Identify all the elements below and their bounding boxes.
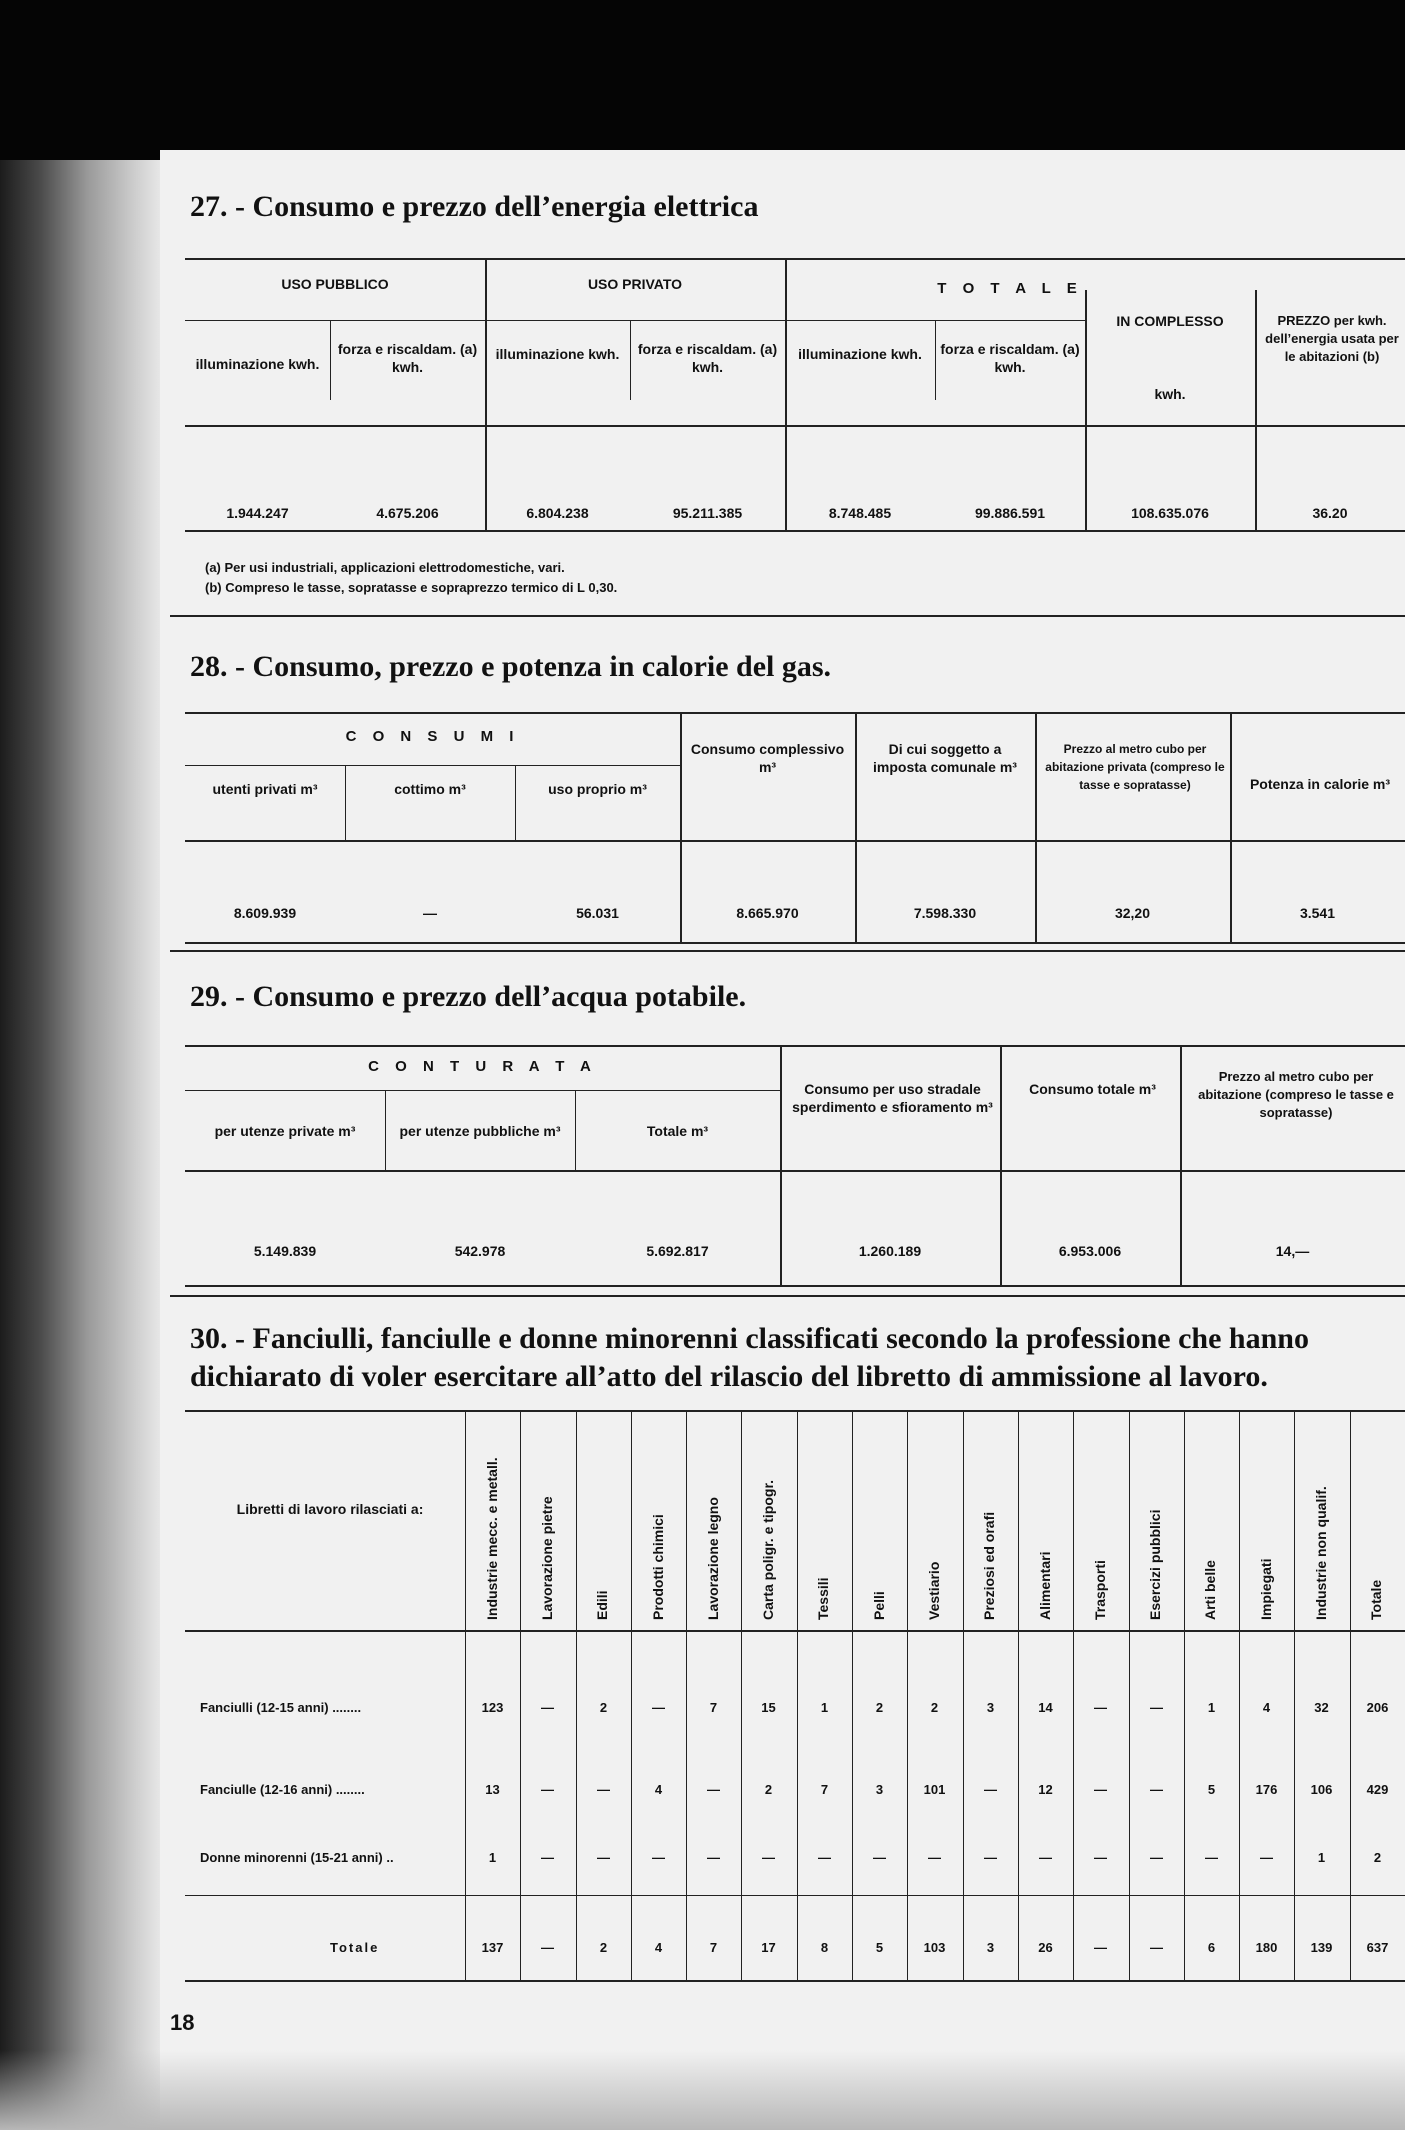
t30-column-divider (1073, 1410, 1074, 1980)
t30-cell: 32 (1314, 1700, 1329, 1715)
t30-cell: — (707, 1782, 720, 1797)
t30-column-header: Trasporti (1092, 1560, 1108, 1620)
t30-cell: 7 (820, 1782, 829, 1797)
t27-value: 95.211.385 (672, 505, 743, 521)
t27-top-rule (185, 258, 1405, 260)
t30-cell: 1 (820, 1700, 829, 1715)
t29-col-header: per utenze pubbliche m³ (399, 1123, 561, 1139)
t30-cell: 206 (1366, 1700, 1389, 1715)
section-separator (170, 1295, 1405, 1297)
t29-value: 6.953.006 (1058, 1243, 1122, 1259)
t30-cell: 137 (481, 1940, 504, 1955)
scan-bottom-shadow (0, 2050, 1405, 2130)
t28-value: 8.665.970 (736, 905, 799, 921)
t30-cell: — (1150, 1700, 1163, 1715)
t30-cell: — (762, 1850, 775, 1865)
t30-cell: 2 (1373, 1850, 1382, 1865)
t30-column-header: Lavorazione legno (705, 1497, 721, 1620)
t30-column-header: Alimentari (1037, 1551, 1053, 1620)
t30-column-header: Prodotti chimici (650, 1514, 666, 1620)
t29-col-header: Consumo totale m³ (1029, 1081, 1156, 1097)
t30-cell: — (1205, 1850, 1218, 1865)
t30-row-label: Fanciulli (12-15 anni) ........ (200, 1700, 362, 1715)
t27-in-complesso-header: IN COMPLESSO (1116, 313, 1224, 329)
t30-cell: 5 (1207, 1782, 1216, 1797)
t30-cell: — (652, 1850, 665, 1865)
t27-value: 36.20 (1312, 505, 1348, 521)
t30-column-divider (1294, 1410, 1295, 1980)
t30-cell: 6 (1207, 1940, 1216, 1955)
t29-value: 5.149.839 (253, 1243, 317, 1259)
t30-column-divider (741, 1410, 742, 1980)
t30-cell: 3 (986, 1700, 995, 1715)
t30-cell: 180 (1255, 1940, 1278, 1955)
t30-cell: — (984, 1782, 997, 1797)
t27-divider (630, 320, 631, 400)
t30-cell: 3 (986, 1940, 995, 1955)
t30-cell: — (1094, 1940, 1107, 1955)
t30-bottom-rule (185, 1980, 1405, 1982)
t27-col-header: forza e riscaldam. (a) kwh. (337, 341, 478, 375)
t29-value: 1.260.189 (858, 1243, 922, 1259)
t27-divider (935, 320, 936, 400)
t28-value: 7.598.330 (913, 905, 977, 921)
t30-cell: 429 (1366, 1782, 1389, 1797)
t30-cell: 4 (1262, 1700, 1271, 1715)
t30-cell: 123 (481, 1700, 504, 1715)
section-separator (170, 615, 1405, 617)
t27-totale-header: T O T A L E (937, 280, 1083, 297)
t30-total-rule (185, 1895, 1405, 1896)
t30-cell: 176 (1255, 1782, 1278, 1797)
t30-cell: 139 (1310, 1940, 1333, 1955)
t30-cell: — (984, 1850, 997, 1865)
t28-value: 32,20 (1114, 905, 1151, 921)
t28-value: 56.031 (576, 905, 619, 921)
t30-cell: — (1260, 1850, 1273, 1865)
t30-column-header: Totale (1368, 1579, 1384, 1620)
t27-value: 4.675.206 (376, 505, 439, 521)
t28-bottom-rule (185, 942, 1405, 944)
t30-cell: — (541, 1940, 554, 1955)
t27-uso-pubblico-header: USO PUBBLICO (281, 276, 389, 292)
t28-col-header: Prezzo al metro cubo per abitazione privata (compreso le tasse e sopratasse) (1045, 742, 1225, 792)
t28-sub-rule (185, 765, 680, 766)
t30-cell: — (1039, 1850, 1052, 1865)
t30-row-label: Donne minorenni (15-21 anni) .. (200, 1850, 394, 1865)
t30-top-rule (185, 1410, 1405, 1412)
t27-note-a: (a) Per usi industriali, applicazioni elettrodomestiche, vari. (205, 560, 565, 575)
t30-column-divider (1129, 1410, 1130, 1980)
t28-value: 8.609.939 (233, 905, 297, 921)
t27-header-rule (185, 425, 1405, 427)
t27-col-header: kwh. (1154, 386, 1186, 402)
t30-cell: — (707, 1850, 720, 1865)
t30-column-divider (852, 1410, 853, 1980)
t30-cell: 637 (1366, 1940, 1389, 1955)
section-27-title: 27. - Consumo e prezzo dell’energia elettrica (190, 190, 759, 223)
t30-column-header: Esercizi pubblici (1147, 1509, 1163, 1620)
t28-col-header: Di cui soggetto a imposta comunale m³ (873, 741, 1017, 775)
t30-cell: 13 (485, 1782, 500, 1797)
t29-col-header: Prezzo al metro cubo per abitazione (compreso le tasse e sopratasse) (1198, 1069, 1394, 1120)
t27-value: 6.804.238 (526, 505, 589, 521)
page-number: 18 (170, 2010, 195, 2035)
t30-cell: 14 (1038, 1700, 1053, 1715)
t29-col-header: Consumo per uso stradale sperdimento e sfioramento m³ (792, 1081, 993, 1115)
t27-prezzo-header: PREZZO per kwh. dell’energia usata per le abitazioni (b) (1265, 313, 1399, 364)
t30-cell: 7 (709, 1700, 718, 1715)
t27-divider (330, 320, 331, 400)
t30-cell: 1 (1317, 1850, 1326, 1865)
t28-col-header: utenti privati m³ (212, 781, 318, 797)
t30-column-divider (520, 1410, 521, 1980)
t30-cell: — (1150, 1940, 1163, 1955)
t30-column-divider (686, 1410, 687, 1980)
t29-top-rule (185, 1045, 1405, 1047)
t30-cell: 4 (654, 1940, 663, 1955)
t30-cell: — (652, 1700, 665, 1715)
t30-cell: — (541, 1782, 554, 1797)
t30-cell: 15 (761, 1700, 776, 1715)
t30-column-header: Industrie mecc. e metall. (484, 1457, 500, 1620)
t30-cell: — (1150, 1782, 1163, 1797)
t27-col-header: illuminazione kwh. (195, 356, 320, 372)
t30-cell: — (928, 1850, 941, 1865)
t30-cell: 101 (923, 1782, 946, 1797)
t30-column-divider (907, 1410, 908, 1980)
t30-column-divider (465, 1410, 466, 1980)
t29-value: 542.978 (454, 1243, 506, 1259)
t28-divider (345, 765, 346, 840)
t30-column-header: Pelli (871, 1591, 887, 1620)
t29-divider (385, 1090, 386, 1170)
t30-column-header: Arti belle (1202, 1560, 1218, 1620)
t27-value: 99.886.591 (974, 505, 1046, 521)
t30-cell: 2 (875, 1700, 884, 1715)
t30-column-divider (1350, 1410, 1351, 1980)
t29-col-header: Totale m³ (646, 1123, 709, 1139)
t30-cell: — (541, 1850, 554, 1865)
t30-cell: 17 (761, 1940, 776, 1955)
t27-value: 8.748.485 (828, 505, 892, 521)
t28-col-header: uso proprio m³ (548, 781, 647, 797)
t30-column-header: Impiegati (1258, 1558, 1274, 1620)
t30-column-header: Vestiario (926, 1561, 942, 1620)
t29-conturata-header: C O N T U R A T A (368, 1058, 597, 1075)
scan-top-border (0, 0, 1405, 160)
t30-column-divider (963, 1410, 964, 1980)
t27-sub-rule (185, 320, 1085, 321)
t27-divider (1085, 290, 1087, 530)
book-binding-shadow (0, 160, 160, 2130)
t29-header-rule (185, 1170, 1405, 1172)
t30-column-divider (1018, 1410, 1019, 1980)
t30-cell: 4 (654, 1782, 663, 1797)
t29-divider (575, 1090, 576, 1170)
t28-col-header: Consumo complessivo m³ (690, 741, 845, 775)
section-30-title: 30. - Fanciulli, fanciulle e donne minorenni classificati secondo la professione che hanno dichiarato di voler esercitare all’atto del rilascio del libretto di ammissione al lavoro. (190, 1322, 1309, 1393)
t30-cell: — (597, 1782, 610, 1797)
t30-column-divider (576, 1410, 577, 1980)
t27-note-b: (b) Compreso le tasse, sopratasse e sopraprezzo termico di L 0,30. (205, 580, 618, 595)
t29-value: 5.692.817 (646, 1243, 709, 1259)
t30-cell: 7 (709, 1940, 718, 1955)
section-29-title: 29. - Consumo e prezzo dell’acqua potabile. (190, 980, 747, 1013)
t30-cell: 3 (875, 1782, 884, 1797)
t27-value: 1.944.247 (226, 505, 289, 521)
t28-divider (515, 765, 516, 840)
section-28-title: 28. - Consumo, prezzo e potenza in calorie del gas. (190, 650, 832, 683)
t30-row-header: Libretti di lavoro rilasciati a: (236, 1501, 424, 1517)
t27-divider (1255, 290, 1257, 530)
t30-cell: 103 (923, 1940, 946, 1955)
t30-cell: 26 (1038, 1940, 1053, 1955)
t27-col-header: forza e riscaldam. (a) kwh. (637, 341, 778, 375)
t30-cell: — (1094, 1700, 1107, 1715)
t30-cell: 2 (599, 1700, 608, 1715)
t27-bottom-rule (185, 530, 1405, 532)
t30-header-rule (185, 1630, 1405, 1632)
t30-cell: — (1094, 1782, 1107, 1797)
section-separator (170, 950, 1405, 952)
t30-cell: — (541, 1700, 554, 1715)
t30-row-label: Fanciulle (12-16 anni) ........ (200, 1782, 365, 1797)
t30-column-header: Tessili (815, 1577, 831, 1620)
t27-divider (785, 258, 787, 530)
t30-cell: 1 (488, 1850, 497, 1865)
t30-column-divider (631, 1410, 632, 1980)
t30-cell: 12 (1038, 1782, 1053, 1797)
t30-column-header: Industrie non qualif. (1313, 1486, 1329, 1620)
t30-cell: — (597, 1850, 610, 1865)
t28-col-header: Potenza in calorie m³ (1249, 776, 1391, 792)
t28-col-header: cottimo m³ (394, 781, 466, 797)
t30-cell: 2 (599, 1940, 608, 1955)
t30-column-header: Preziosi ed orafi (981, 1511, 997, 1620)
t30-cell: 5 (875, 1940, 884, 1955)
t29-bottom-rule (185, 1285, 1405, 1287)
t28-value: — (423, 905, 437, 921)
t30-column-header: Lavorazione pietre (539, 1496, 555, 1620)
t27-uso-privato-header: USO PRIVATO (587, 276, 683, 292)
document-page (160, 150, 1405, 2130)
t30-column-header: Edili (594, 1590, 610, 1620)
t30-column-divider (1184, 1410, 1185, 1980)
t30-column-divider (797, 1410, 798, 1980)
t30-cell: — (1150, 1850, 1163, 1865)
t30-cell: — (818, 1850, 831, 1865)
t28-value: 3.541 (1299, 905, 1336, 921)
t30-cell: 2 (930, 1700, 939, 1715)
t30-cell: 1 (1207, 1700, 1216, 1715)
t30-row-label: Totale (330, 1940, 380, 1955)
t30-cell: 2 (764, 1782, 773, 1797)
t30-cell: 106 (1310, 1782, 1333, 1797)
t30-column-divider (1239, 1410, 1240, 1980)
t27-divider (485, 258, 487, 530)
t30-column-header: Carta poligr. e tipogr. (760, 1479, 776, 1620)
t30-cell: — (1094, 1850, 1107, 1865)
t28-header-rule (185, 840, 1405, 842)
t27-col-header: illuminazione kwh. (495, 346, 620, 362)
t30-cell: 8 (820, 1940, 829, 1955)
t29-col-header: per utenze private m³ (214, 1123, 356, 1139)
t28-top-rule (185, 712, 1405, 714)
t29-sub-rule (185, 1090, 780, 1091)
t27-value: 108.635.076 (1131, 505, 1209, 521)
t28-consumi-header: C O N S U M I (345, 728, 520, 745)
t30-cell: — (873, 1850, 886, 1865)
t27-col-header: illuminazione kwh. (798, 346, 922, 362)
t27-col-header: forza e riscaldam. (a) kwh. (940, 341, 1080, 375)
t29-value: 14,— (1275, 1243, 1310, 1259)
